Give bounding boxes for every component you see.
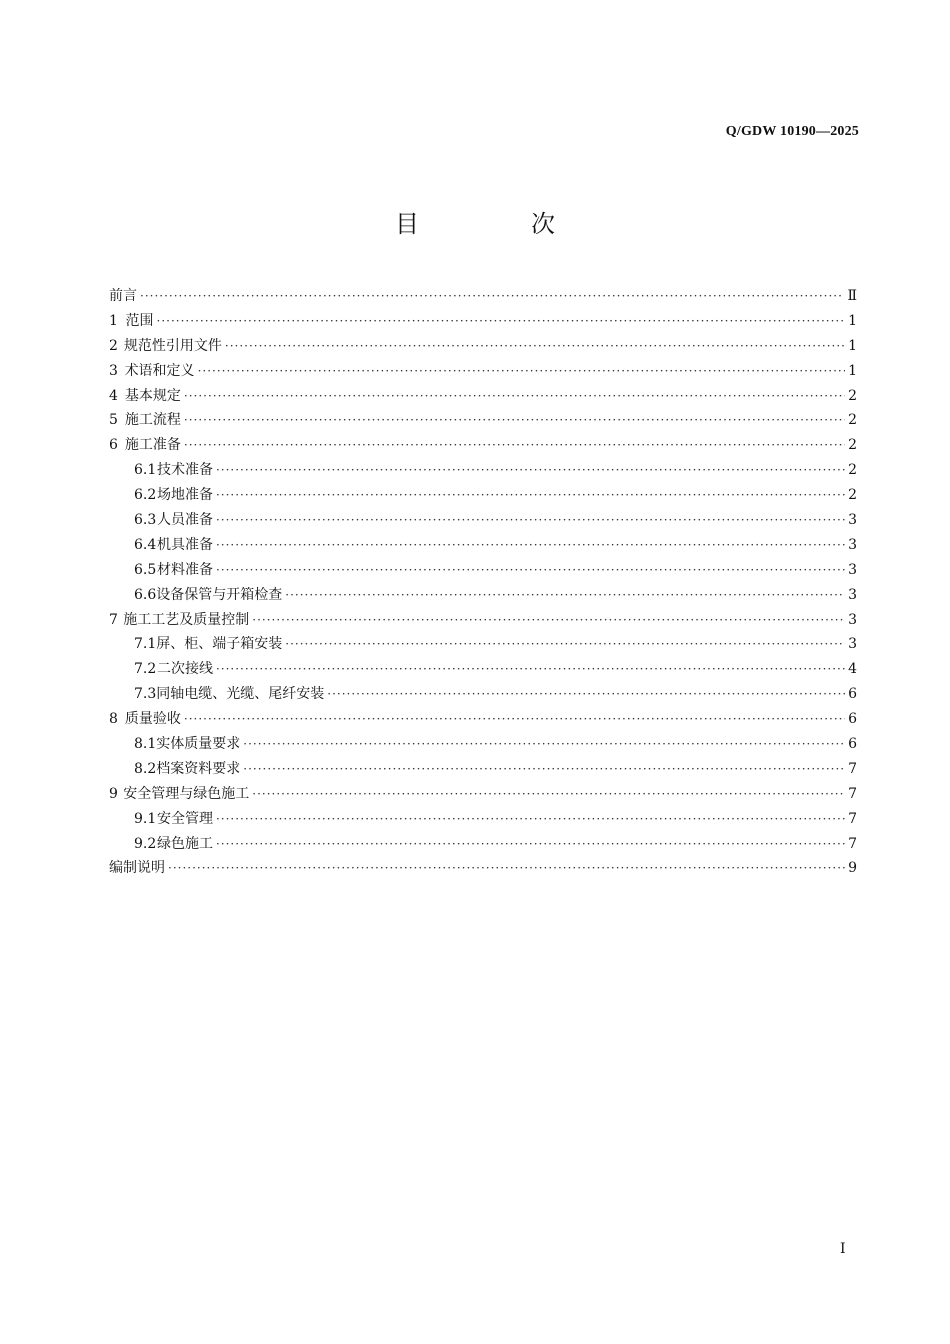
toc-dot-leader bbox=[184, 384, 845, 409]
toc-entry-label: 技术准备 bbox=[156, 462, 213, 479]
toc-entry-label: 同轴电缆、光缆、尾纤安装 bbox=[156, 686, 325, 703]
toc-entry-label: 实体质量要求 bbox=[156, 736, 241, 753]
toc-entry-page: 1 bbox=[848, 312, 857, 329]
toc-entry[interactable] bbox=[109, 782, 857, 807]
toc-dot-leader bbox=[198, 359, 846, 384]
toc-entry[interactable] bbox=[109, 334, 857, 359]
toc-entry[interactable] bbox=[109, 458, 857, 483]
toc-entry[interactable] bbox=[109, 284, 857, 309]
page-title: 目 次 bbox=[395, 210, 599, 238]
toc-entry[interactable] bbox=[109, 359, 857, 384]
toc-entry-number: 6.4 bbox=[134, 536, 157, 553]
toc-entry[interactable] bbox=[109, 657, 857, 682]
toc-entry[interactable] bbox=[109, 408, 857, 433]
toc-entry[interactable] bbox=[109, 707, 857, 732]
toc-entry-number: 7.2 bbox=[134, 661, 157, 678]
toc-entry[interactable] bbox=[109, 732, 857, 757]
toc-entry-number: 7 bbox=[109, 611, 118, 628]
toc-entry[interactable] bbox=[109, 608, 857, 633]
toc-entry-number: 9.2 bbox=[134, 835, 157, 852]
toc-entry-page: 2 bbox=[848, 387, 857, 404]
toc-entry-page: 3 bbox=[848, 586, 857, 603]
toc-entry-number: 2 bbox=[109, 337, 118, 354]
toc-entry[interactable] bbox=[109, 856, 857, 881]
toc-entry-label: 基本规定 bbox=[124, 387, 181, 404]
toc-entry[interactable] bbox=[109, 533, 857, 558]
toc-entry-label: 场地准备 bbox=[156, 487, 213, 504]
toc-dot-leader bbox=[216, 533, 845, 558]
toc-entry-label: 施工流程 bbox=[124, 412, 181, 429]
toc-entry-number: 7.3 bbox=[134, 686, 157, 703]
toc-entry[interactable] bbox=[109, 682, 857, 707]
toc-dot-leader bbox=[184, 408, 845, 433]
toc-entry-page: 6 bbox=[848, 736, 857, 753]
toc-dot-leader bbox=[216, 458, 845, 483]
toc-entry[interactable] bbox=[109, 807, 857, 832]
toc-entry-label: 施工准备 bbox=[124, 437, 181, 454]
toc-entry[interactable] bbox=[109, 508, 857, 533]
toc-dot-leader bbox=[140, 284, 844, 309]
toc-entry-label: 材料准备 bbox=[156, 561, 213, 578]
toc-dot-leader bbox=[216, 508, 845, 533]
toc-entry-number: 3 bbox=[109, 362, 118, 379]
toc-entry[interactable] bbox=[109, 483, 857, 508]
toc-dot-leader bbox=[157, 309, 846, 334]
toc-entry-label: 安全管理 bbox=[156, 810, 213, 827]
toc-entry-page: 3 bbox=[848, 536, 857, 553]
toc-entry-number: 6.1 bbox=[134, 462, 157, 479]
toc-entry-label: 档案资料要求 bbox=[156, 760, 241, 777]
toc-entry-label: 绿色施工 bbox=[156, 835, 213, 852]
toc-entry[interactable] bbox=[109, 632, 857, 657]
toc-entry-page: Ⅱ bbox=[847, 288, 857, 304]
table-of-contents bbox=[109, 284, 857, 881]
toc-entry-page: 3 bbox=[848, 561, 857, 578]
toc-entry-page: 3 bbox=[848, 636, 857, 653]
toc-entry-number: 6.3 bbox=[134, 512, 157, 529]
toc-dot-leader bbox=[252, 782, 845, 807]
toc-entry-number: 8 bbox=[109, 711, 118, 728]
toc-dot-leader bbox=[168, 856, 845, 881]
toc-entry[interactable] bbox=[109, 309, 857, 334]
toc-dot-leader bbox=[216, 832, 845, 857]
toc-entry-page: 1 bbox=[848, 337, 857, 354]
toc-entry-label: 机具准备 bbox=[156, 536, 213, 553]
toc-entry-label: 前言 bbox=[109, 288, 137, 304]
toc-entry-label: 安全管理与绿色施工 bbox=[123, 785, 250, 802]
document-code: Q/GDW 10190—2025 bbox=[725, 124, 859, 139]
toc-entry[interactable] bbox=[109, 832, 857, 857]
toc-dot-leader bbox=[243, 757, 845, 782]
toc-dot-leader bbox=[184, 707, 845, 732]
toc-entry-number: 9.1 bbox=[134, 810, 157, 827]
toc-dot-leader bbox=[184, 433, 845, 458]
toc-entry[interactable] bbox=[109, 558, 857, 583]
toc-entry-page: 9 bbox=[848, 860, 857, 877]
toc-entry-page: 2 bbox=[848, 462, 857, 479]
toc-entry-page: 6 bbox=[848, 711, 857, 728]
toc-dot-leader bbox=[285, 632, 845, 657]
toc-dot-leader bbox=[216, 483, 845, 508]
toc-entry[interactable] bbox=[109, 384, 857, 409]
toc-entry-number: 4 bbox=[109, 387, 118, 404]
toc-entry-label: 设备保管与开箱检查 bbox=[156, 586, 283, 603]
toc-dot-leader bbox=[243, 732, 845, 757]
toc-entry-page: 3 bbox=[848, 512, 857, 529]
toc-dot-leader bbox=[216, 657, 845, 682]
toc-entry-page: 7 bbox=[848, 810, 857, 827]
toc-entry-label: 质量验收 bbox=[124, 711, 181, 728]
toc-entry-label: 范围 bbox=[125, 312, 154, 329]
toc-entry-page: 3 bbox=[848, 611, 857, 628]
toc-dot-leader bbox=[327, 682, 845, 707]
toc-entry-label: 屏、柜、端子箱安装 bbox=[156, 636, 283, 653]
toc-dot-leader bbox=[252, 608, 845, 633]
toc-entry[interactable] bbox=[109, 757, 857, 782]
toc-entry-label: 规范性引用文件 bbox=[123, 337, 222, 354]
toc-entry-page: 4 bbox=[848, 661, 857, 678]
toc-entry-page: 2 bbox=[848, 437, 857, 454]
toc-entry[interactable] bbox=[109, 433, 857, 458]
toc-entry-number: 6.2 bbox=[134, 487, 157, 504]
toc-entry-number: 6.5 bbox=[134, 561, 157, 578]
toc-entry-number: 7.1 bbox=[134, 636, 157, 653]
toc-entry-page: 1 bbox=[848, 362, 857, 379]
toc-entry-page: 2 bbox=[848, 487, 857, 504]
toc-entry-label: 施工工艺及质量控制 bbox=[123, 611, 250, 628]
toc-entry-number: 6.6 bbox=[134, 586, 157, 603]
toc-entry-label: 人员准备 bbox=[156, 512, 213, 529]
toc-entry-number: 1 bbox=[109, 312, 118, 329]
toc-entry-page: 2 bbox=[848, 412, 857, 429]
toc-entry-number: 8.1 bbox=[134, 736, 157, 753]
toc-entry-label: 二次接线 bbox=[156, 661, 213, 678]
toc-entry-page: 7 bbox=[848, 785, 857, 802]
toc-entry-page: 6 bbox=[848, 686, 857, 703]
toc-entry[interactable] bbox=[109, 583, 857, 608]
toc-dot-leader bbox=[216, 558, 845, 583]
toc-entry-page: 7 bbox=[848, 835, 857, 852]
toc-dot-leader bbox=[225, 334, 845, 359]
toc-entry-number: 6 bbox=[109, 437, 118, 454]
toc-entry-number: 8.2 bbox=[134, 760, 157, 777]
toc-dot-leader bbox=[216, 807, 845, 832]
toc-entry-number: 5 bbox=[109, 412, 118, 429]
toc-entry-label: 术语和定义 bbox=[124, 362, 195, 379]
toc-dot-leader bbox=[285, 583, 845, 608]
toc-entry-label: 编制说明 bbox=[109, 860, 165, 877]
toc-entry-number: 9 bbox=[109, 785, 118, 802]
toc-entry-page: 7 bbox=[848, 760, 857, 777]
page-number: I bbox=[840, 1241, 846, 1257]
